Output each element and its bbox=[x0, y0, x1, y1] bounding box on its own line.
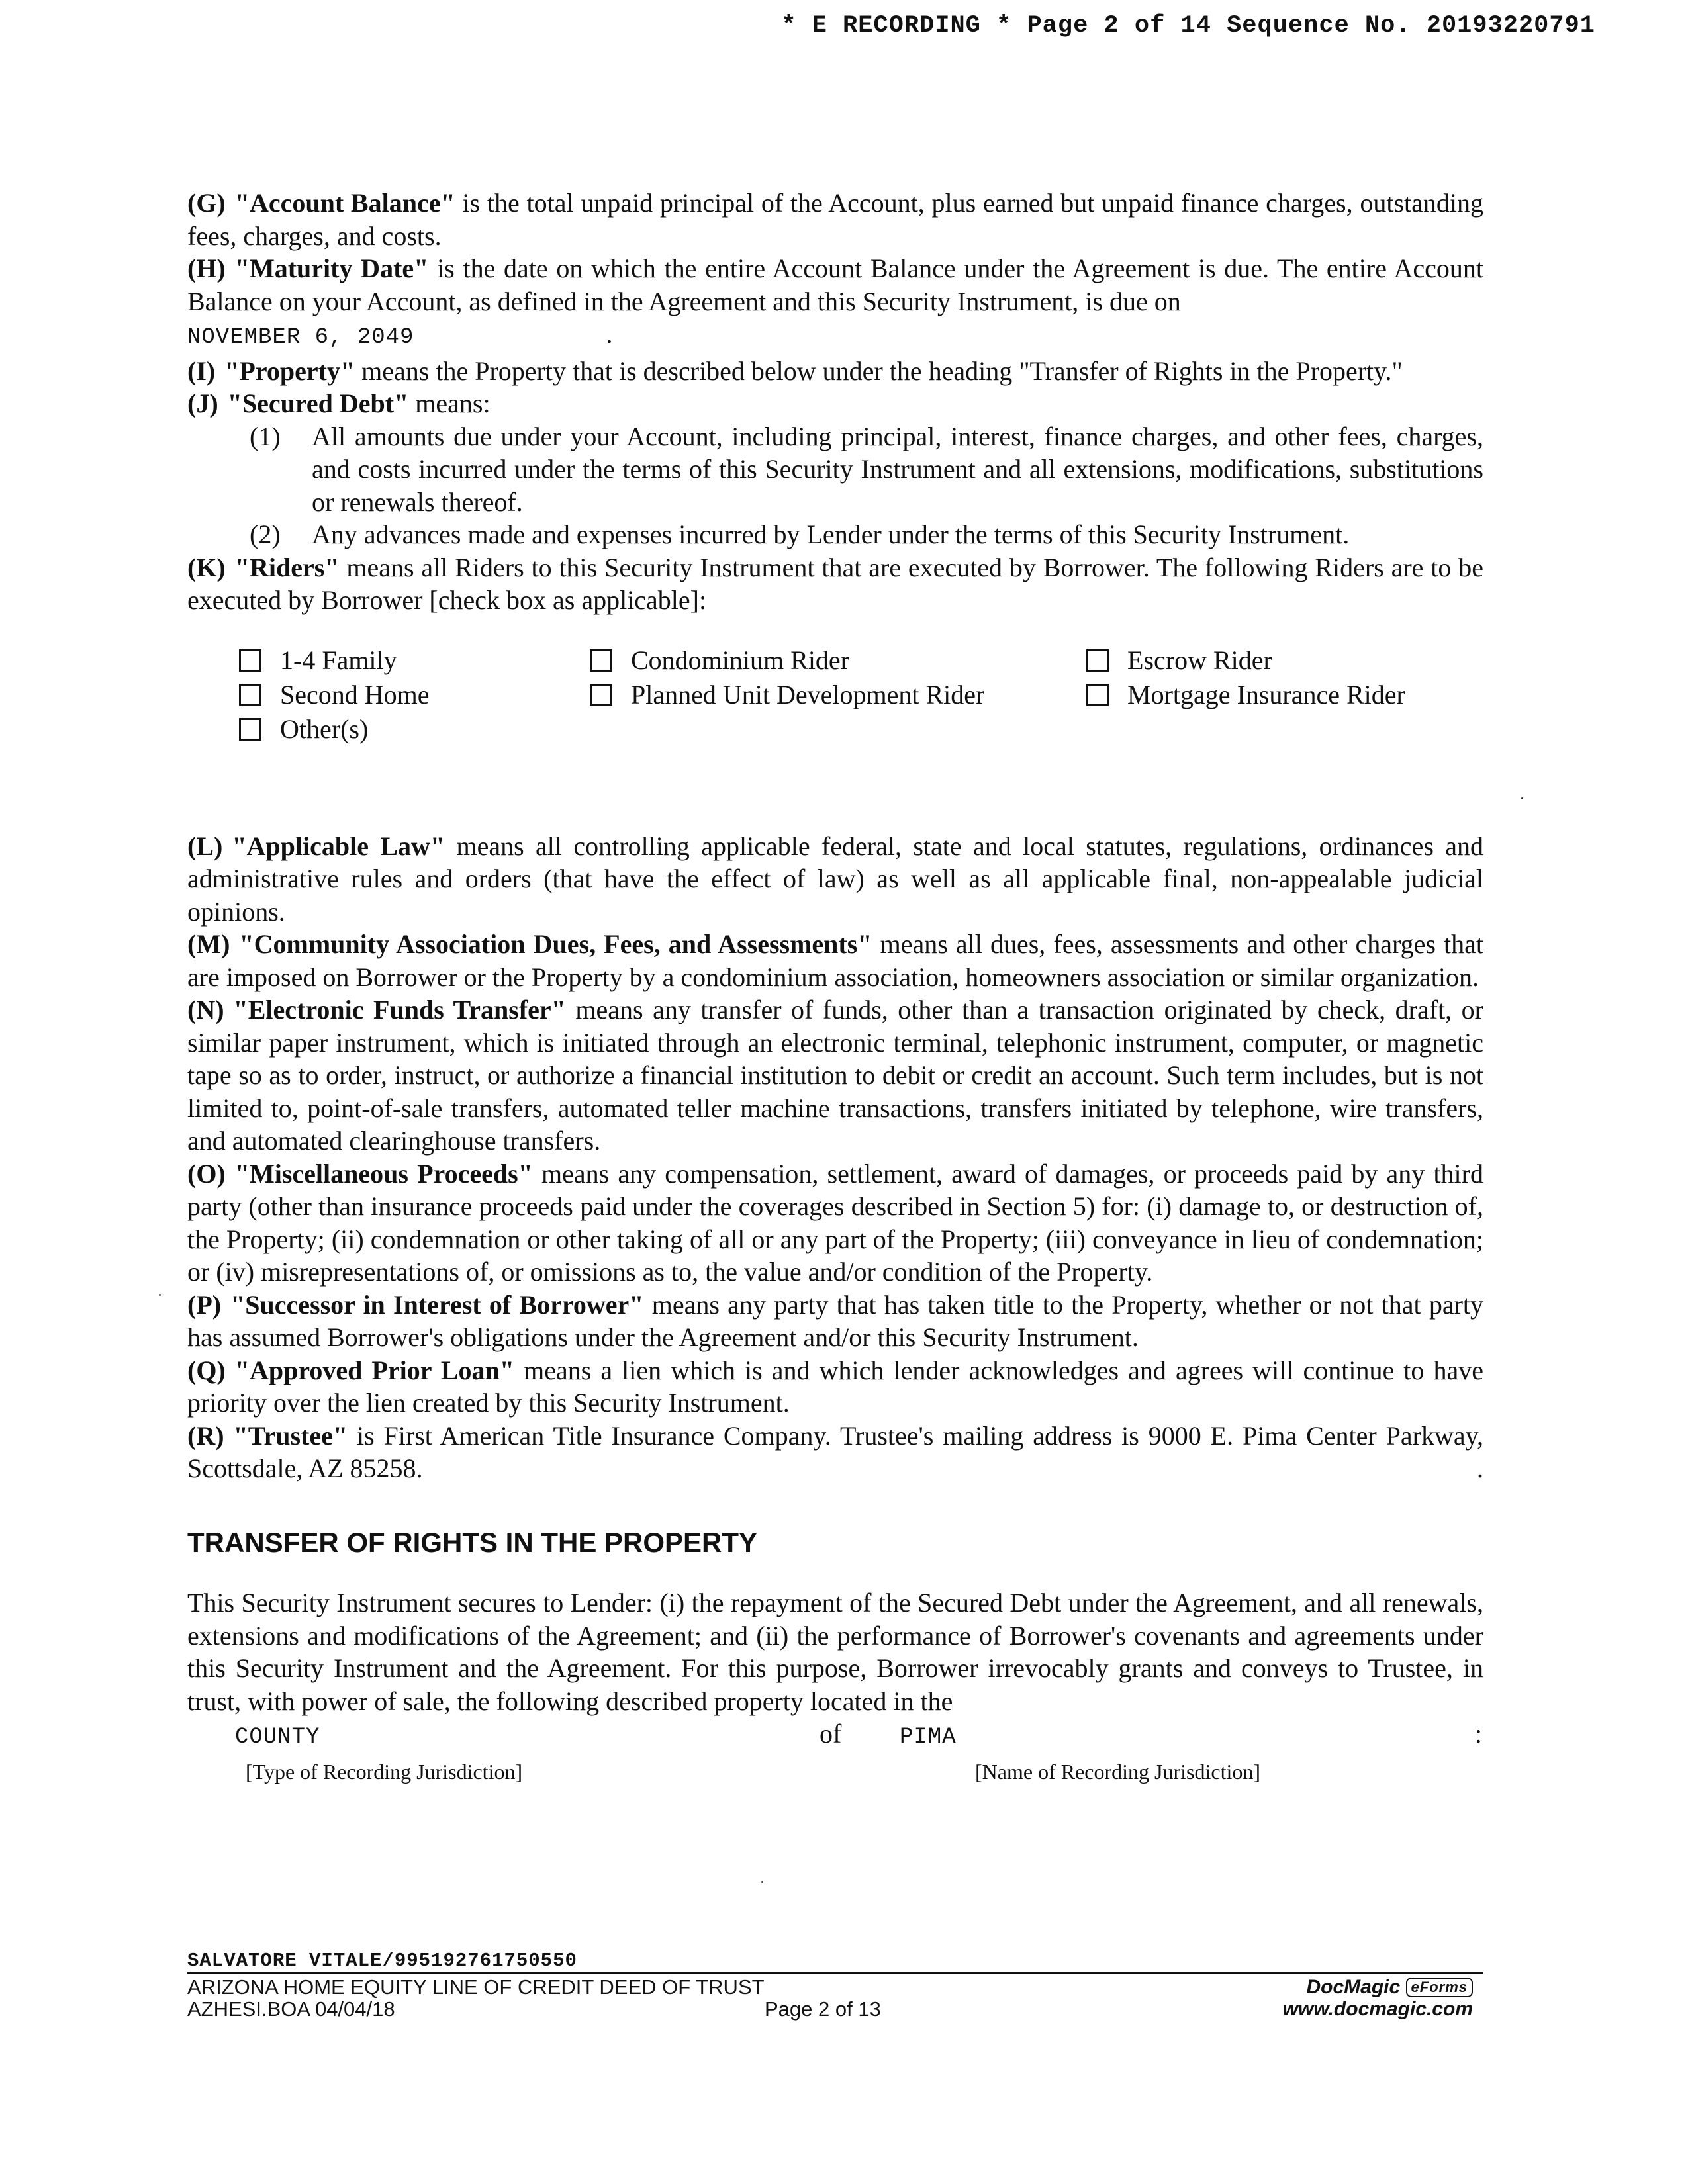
maturity-date-period: . bbox=[606, 319, 613, 349]
rider-label: Condominium Rider bbox=[631, 645, 849, 675]
checkbox[interactable] bbox=[239, 649, 261, 672]
definition-r bbox=[187, 1420, 1483, 1485]
section-heading: TRANSFER OF RIGHTS IN THE PROPERTY bbox=[187, 1526, 758, 1558]
rider-label: 1-4 Family bbox=[280, 645, 397, 675]
definition-text: means the Property that is described below under the heading "Transfer of Rights in the Property." bbox=[355, 355, 1403, 386]
secured-debt-item-1 bbox=[250, 420, 1483, 519]
rider-label: Planned Unit Development Rider bbox=[631, 679, 985, 709]
form-title: ARIZONA HOME EQUITY LINE OF CREDIT DEED OF TRUST bbox=[187, 1976, 765, 1999]
rider-label: Other(s) bbox=[280, 713, 369, 744]
definition-text: is First American Title Insurance Company. Trustee's mailing address is 9000 E. Pima Center Parkway, Scottsdale, AZ 85258. bbox=[187, 1420, 1483, 1483]
definition-l bbox=[187, 830, 1483, 929]
checkbox[interactable] bbox=[1086, 649, 1109, 672]
checkbox[interactable] bbox=[1086, 684, 1109, 706]
definition-text: means a lien which is and which lender acknowledges and agrees will continue to have priority over the lien created by this Security Instrument. bbox=[187, 1355, 1483, 1418]
definition-p bbox=[187, 1289, 1483, 1354]
definition-label: (R) bbox=[187, 1420, 224, 1451]
item-number: (1) bbox=[250, 421, 281, 451]
checkbox[interactable] bbox=[590, 684, 612, 706]
rider-label: Escrow Rider bbox=[1127, 645, 1272, 675]
definition-o bbox=[187, 1158, 1483, 1289]
definition-g bbox=[187, 187, 1483, 252]
scan-speck bbox=[1521, 797, 1523, 799]
jurisdiction-of: of bbox=[820, 1719, 842, 1749]
checkbox[interactable] bbox=[239, 684, 261, 706]
rider-mortgage-insurance[interactable] bbox=[1086, 679, 1483, 711]
secured-debt-item-2 bbox=[250, 518, 1483, 551]
jurisdiction-captions bbox=[187, 1751, 1483, 1784]
jurisdiction-type-value: COUNTY bbox=[235, 1725, 320, 1750]
document-body bbox=[187, 187, 1483, 1784]
definition-label: (L) bbox=[187, 831, 223, 861]
definition-label: (J) bbox=[187, 388, 218, 418]
definition-text: means any party that has taken title to the Property, whether or not that party has assumed Borrower's obligations under the Agreement and/or this Security Instrument. bbox=[187, 1289, 1484, 1352]
definition-term: "Riders" bbox=[234, 552, 340, 582]
definition-term: "Maturity Date" bbox=[234, 253, 429, 283]
checkbox[interactable] bbox=[590, 649, 612, 672]
definition-label: (G) bbox=[187, 188, 226, 218]
definition-term: "Approved Prior Loan" bbox=[234, 1355, 514, 1385]
definition-i bbox=[187, 355, 1483, 388]
rider-others[interactable] bbox=[239, 713, 590, 745]
definition-j bbox=[187, 387, 1483, 420]
item-text: Any advances made and expenses incurred by Lender under the terms of this Security Instrument. bbox=[312, 520, 1350, 549]
jurisdiction-type-caption: [Type of Recording Jurisdiction] bbox=[246, 1760, 523, 1784]
jurisdiction-name-caption: [Name of Recording Jurisdiction] bbox=[975, 1760, 1260, 1784]
definition-term: "Property" bbox=[224, 355, 355, 386]
eforms-badge: eForms bbox=[1406, 1978, 1473, 1997]
docmagic-logo bbox=[1306, 1976, 1473, 1998]
definition-text: means all controlling applicable federal, state and local statutes, regulations, ordinances and administrative rules and orders (that have the effect of law) as well as all applicable final, non-appealable judicial opinions. bbox=[187, 831, 1483, 927]
definition-n bbox=[187, 993, 1483, 1158]
footer-divider bbox=[187, 1972, 1483, 1974]
recording-stamp: * E RECORDING * Page 2 of 14 Sequence No. 20193220791 bbox=[781, 12, 1595, 40]
definition-q bbox=[187, 1354, 1483, 1420]
trustee-end-period: . bbox=[1477, 1453, 1483, 1483]
scan-speck bbox=[761, 1881, 763, 1883]
item-number: (2) bbox=[250, 520, 281, 549]
jurisdiction-line bbox=[187, 1717, 1483, 1751]
definition-label: (M) bbox=[187, 929, 230, 959]
definition-text: means all dues, fees, assessments and other charges that are imposed on Borrower or the Property by a condominium association, homeowners association or similar organization. bbox=[187, 929, 1483, 992]
form-code: AZHESI.BOA 04/04/18 bbox=[187, 1997, 395, 2021]
jurisdiction-colon: : bbox=[1474, 1719, 1482, 1749]
definition-text: means any compensation, settlement, award of damages, or proceeds paid by any third party (other than insurance proceeds paid under the coverages described in Section 5) for: (i) damage to, or destruction of, the Property; (ii) condemnation or other taking of all or any part of the Property; (iii) conveyance in lieu of condemnation; or (iv) misrepresentations of, or omissions as to, the value and/or condition of the Property. bbox=[187, 1158, 1483, 1287]
definition-label: (K) bbox=[187, 552, 226, 582]
checkbox[interactable] bbox=[239, 718, 261, 741]
riders-checklist bbox=[239, 645, 1483, 745]
maturity-date-value: NOVEMBER 6, 2049 bbox=[187, 325, 414, 350]
definition-text: is the date on which the entire Account Balance under the Agreement is due. The entire Account Balance on your Account, as defined in the Agreement and this Security Instrument, is due on bbox=[187, 253, 1483, 316]
definition-term: "Trustee" bbox=[233, 1420, 348, 1451]
definition-term: "Applicable Law" bbox=[232, 831, 445, 861]
definition-label: (I) bbox=[187, 355, 216, 386]
definition-label: (P) bbox=[187, 1289, 222, 1320]
definition-term: "Electronic Funds Transfer" bbox=[233, 995, 566, 1024]
definition-label: (H) bbox=[187, 253, 226, 283]
definition-term: "Successor in Interest of Borrower" bbox=[230, 1289, 644, 1320]
rider-label: Second Home bbox=[280, 679, 430, 709]
jurisdiction-name-value: PIMA bbox=[900, 1725, 957, 1750]
definition-m bbox=[187, 928, 1483, 993]
definition-label: (O) bbox=[187, 1158, 226, 1189]
rider-label: Mortgage Insurance Rider bbox=[1127, 679, 1405, 709]
definition-term: "Miscellaneous Proceeds" bbox=[234, 1158, 533, 1189]
docmagic-website: www.docmagic.com bbox=[1282, 1998, 1473, 2020]
definition-text: is the total unpaid principal of the Account, plus earned but unpaid finance charges, outstanding fees, charges, and costs. bbox=[187, 188, 1484, 251]
maturity-date-line bbox=[187, 318, 1483, 355]
rider-1-4-family[interactable] bbox=[239, 645, 590, 676]
definition-h bbox=[187, 252, 1483, 318]
definition-text: means all Riders to this Security Instrument that are executed by Borrower. The following Riders are to be executed by Borrower [check box as applicable]: bbox=[187, 552, 1483, 615]
rider-second-home[interactable] bbox=[239, 679, 590, 711]
transfer-paragraph: This Security Instrument secures to Lender: (i) the repayment of the Secured Debt under the Agreement, and all renewals, extensions and modifications of the Agreement; and (ii) the performance of Borrower's covenants and agreements under this Security Instrument and the Agreement. For this purpose, Borrower irrevocably grants and conveys to Trustee, in trust, with power of sale, the following described property located in the bbox=[187, 1588, 1483, 1716]
definition-term: "Community Association Dues, Fees, and Assessments" bbox=[239, 929, 872, 959]
definition-term: "Account Balance" bbox=[234, 188, 455, 218]
definition-term: "Secured Debt" bbox=[227, 388, 409, 418]
definition-label: (Q) bbox=[187, 1355, 226, 1385]
brand-name: DocMagic bbox=[1306, 1976, 1401, 1998]
scan-speck bbox=[159, 1294, 161, 1296]
definition-k bbox=[187, 551, 1483, 617]
definition-text: means: bbox=[408, 388, 491, 418]
item-text: All amounts due under your Account, including principal, interest, finance charges, and other fees, charges, and costs incurred under the terms of this Security Instrument and all extensions, modifications, substitutions or renewals thereof. bbox=[312, 421, 1483, 517]
rider-condominium[interactable] bbox=[590, 645, 1086, 676]
definition-label: (N) bbox=[187, 995, 224, 1024]
rider-escrow[interactable] bbox=[1086, 645, 1483, 676]
definition-text: means any transfer of funds, other than a transaction originated by check, draft, or similar paper instrument, which is initiated through an electronic terminal, telephonic instrument, computer, or magnetic tape so as to order, instruct, or authorize a financial institution to debit or credit an account. Such term includes, but is not limited to, point-of-sale transfers, automated teller machine transactions, transfers initiated by telephone, wire transfers, and automated clearinghouse transfers. bbox=[187, 995, 1483, 1156]
borrower-loan-id: SALVATORE VITALE/995192761750550 bbox=[187, 1950, 577, 1972]
rider-planned-unit-development[interactable] bbox=[590, 679, 1086, 711]
footer-page-number: Page 2 of 13 bbox=[765, 1997, 881, 2021]
